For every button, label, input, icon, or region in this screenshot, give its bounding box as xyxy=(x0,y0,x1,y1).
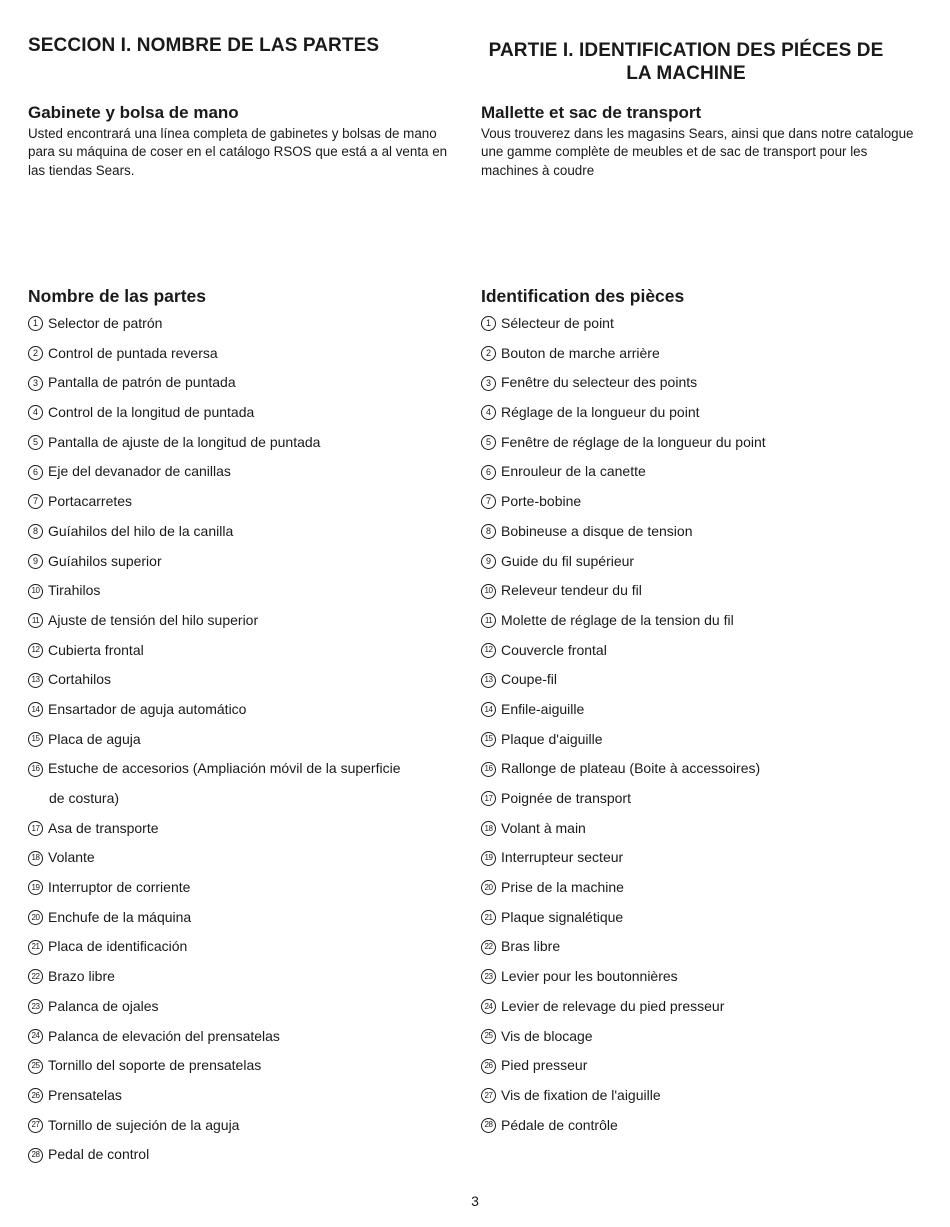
list-item xyxy=(481,1081,766,1111)
item-number-badge: 9 xyxy=(481,554,496,569)
item-number-badge: 24 xyxy=(481,999,496,1014)
item-label: Interruptor de corriente xyxy=(48,879,191,896)
list-item xyxy=(28,903,401,933)
list-item xyxy=(481,1111,766,1141)
item-number-badge: 11 xyxy=(481,613,496,628)
list-item xyxy=(28,843,401,873)
cabinet-subtitle: Gabinete y bolsa de mano xyxy=(28,103,239,122)
item-label: Porte-bobine xyxy=(501,493,582,510)
item-number-badge: 5 xyxy=(481,435,496,450)
item-label: Couvercle frontal xyxy=(501,641,607,658)
item-label: Palanca de ojales xyxy=(48,997,159,1014)
list-item xyxy=(28,339,401,369)
item-number-badge: 26 xyxy=(481,1059,496,1074)
item-label: Interrupteur secteur xyxy=(501,849,624,866)
list-item xyxy=(481,784,766,814)
list-item xyxy=(28,754,401,784)
list-item xyxy=(28,814,401,844)
item-label: Guide du fil supérieur xyxy=(501,552,635,569)
list-item xyxy=(28,784,401,814)
list-item xyxy=(481,814,766,844)
item-number-badge: 6 xyxy=(28,465,43,480)
item-number-badge: 26 xyxy=(28,1088,43,1103)
item-number-badge: 18 xyxy=(481,821,496,836)
item-label: Brazo libre xyxy=(48,968,115,985)
item-number-badge: 23 xyxy=(481,969,496,984)
item-number-badge: 27 xyxy=(481,1088,496,1103)
item-number-badge: 7 xyxy=(28,494,43,509)
list-item xyxy=(481,517,766,547)
item-number-badge: 5 xyxy=(28,435,43,450)
item-label: Releveur tendeur du fil xyxy=(501,582,642,599)
item-number-badge: 17 xyxy=(481,791,496,806)
item-number-badge: 19 xyxy=(28,880,43,895)
list-item xyxy=(481,547,766,577)
list-item xyxy=(481,368,766,398)
item-label: Pedal de control xyxy=(48,1146,150,1163)
list-item xyxy=(28,368,401,398)
item-label: Placa de identificación xyxy=(48,938,188,955)
list-item xyxy=(481,398,766,428)
cabinet-paragraph: Vous trouverez dans les magasins Sears, ainsi que dans notre catalogue une gamme complète de meubles et de sac de transport pour les machines à coudre xyxy=(481,126,914,178)
item-number-badge: 22 xyxy=(481,940,496,955)
item-label: Guíahilos del hilo de la canilla xyxy=(48,522,234,539)
item-number-badge: 3 xyxy=(481,376,496,391)
item-label: Bobineuse a disque de tension xyxy=(501,522,693,539)
list-item xyxy=(28,1022,401,1052)
list-item xyxy=(481,873,766,903)
item-number-badge: 16 xyxy=(481,762,496,777)
item-label: Poignée de transport xyxy=(501,790,631,806)
item-number-badge: 6 xyxy=(481,465,496,480)
item-number-badge: 15 xyxy=(28,732,43,747)
list-item xyxy=(481,457,766,487)
item-label: Estuche de accesorios (Ampliación móvil de la superficie xyxy=(48,760,401,777)
list-item xyxy=(481,339,766,369)
item-label: Volante xyxy=(48,849,95,866)
item-number-badge: 25 xyxy=(481,1029,496,1044)
list-item xyxy=(28,695,401,725)
item-number-badge: 18 xyxy=(28,851,43,866)
item-label: Vis de blocage xyxy=(501,1027,593,1044)
item-label: Guíahilos superior xyxy=(48,552,162,569)
item-label: Prise de la machine xyxy=(501,879,624,896)
list-item xyxy=(28,873,401,903)
list-item xyxy=(28,1081,401,1111)
item-label: Enfile-aiguille xyxy=(501,700,585,717)
item-label: Cortahilos xyxy=(48,671,112,688)
item-label: Control de puntada reversa xyxy=(48,344,218,361)
item-label: Sélecteur de point xyxy=(501,315,614,331)
item-number-badge: 1 xyxy=(28,316,43,331)
item-label: Pied presseur xyxy=(501,1057,588,1074)
page-number: 3 xyxy=(471,1193,479,1209)
list-item xyxy=(481,962,766,992)
item-number-badge: 8 xyxy=(28,524,43,539)
list-item xyxy=(28,1051,401,1081)
item-number-badge: 9 xyxy=(28,554,43,569)
item-label: Selector de patrón xyxy=(48,315,163,331)
section-title-line2: LA MACHINE xyxy=(626,63,746,84)
cabinet-subtitle: Mallette et sac de transport xyxy=(481,103,702,122)
item-label: Eje del devanador de canillas xyxy=(48,463,231,480)
item-number-badge: 16 xyxy=(28,762,43,777)
list-item xyxy=(28,636,401,666)
item-label: Asa de transporte xyxy=(48,819,159,836)
item-number-badge: 28 xyxy=(481,1118,496,1133)
list-item xyxy=(481,309,766,339)
list-item xyxy=(481,636,766,666)
item-number-badge: 21 xyxy=(28,940,43,955)
item-number-badge: 24 xyxy=(28,1029,43,1044)
list-item xyxy=(28,428,401,458)
item-number-badge: 7 xyxy=(481,494,496,509)
list-item xyxy=(481,695,766,725)
item-label: Placa de aguja xyxy=(48,730,141,747)
item-number-badge: 25 xyxy=(28,1059,43,1074)
item-number-badge: 8 xyxy=(481,524,496,539)
item-label: Coupe-fil xyxy=(501,671,558,688)
list-item xyxy=(481,992,766,1022)
item-label: Vis de fixation de l'aiguille xyxy=(501,1086,661,1103)
list-item xyxy=(28,962,401,992)
item-number-badge: 2 xyxy=(481,346,496,361)
list-item xyxy=(28,1111,401,1141)
item-label: Réglage de la longueur du point xyxy=(501,404,700,421)
section-title-line1: PARTIE I. IDENTIFICATION DES PIÉCES DE xyxy=(488,40,884,61)
list-item xyxy=(481,903,766,933)
item-number-badge: 10 xyxy=(481,584,496,599)
list-item xyxy=(481,725,766,755)
item-number-badge: 2 xyxy=(28,346,43,361)
item-number-badge: 10 xyxy=(28,584,43,599)
item-number-badge: 14 xyxy=(481,702,496,717)
item-label: Volant à main xyxy=(501,819,586,836)
parts-title: Nombre de las partes xyxy=(28,286,206,306)
item-label: Rallonge de plateau (Boite à accessoires) xyxy=(501,760,761,777)
list-item xyxy=(481,1051,766,1081)
item-number-badge: 22 xyxy=(28,969,43,984)
item-number-badge: 20 xyxy=(481,880,496,895)
item-label: Fenêtre du selecteur des points xyxy=(501,374,698,391)
list-item xyxy=(28,606,401,636)
item-number-badge: 13 xyxy=(28,673,43,688)
item-label: Fenêtre de réglage de la longueur du point xyxy=(501,433,766,450)
cabinet-paragraph: Usted encontrará una línea completa de gabinetes y bolsas de mano para su máquina de coser en el catálogo RSOS que está a al venta en las tiendas Sears. xyxy=(28,126,448,178)
item-number-badge: 17 xyxy=(28,821,43,836)
list-item xyxy=(481,428,766,458)
list-item xyxy=(481,1022,766,1052)
parts-list xyxy=(28,309,401,1170)
item-number-badge: 15 xyxy=(481,732,496,747)
item-label: Plaque signalétique xyxy=(501,908,624,925)
item-number-badge: 4 xyxy=(481,405,496,420)
item-label: Ensartador de aguja automático xyxy=(48,700,247,717)
item-number-badge: 3 xyxy=(28,376,43,391)
item-number-badge: 23 xyxy=(28,999,43,1014)
item-label: Pantalla de patrón de puntada xyxy=(48,374,236,391)
item-label: Levier de relevage du pied presseur xyxy=(501,997,725,1014)
item-label: Molette de réglage de la tension du fil xyxy=(501,611,734,628)
item-number-badge: 20 xyxy=(28,910,43,925)
list-item xyxy=(28,576,401,606)
list-item xyxy=(28,547,401,577)
parts-list xyxy=(481,309,766,1140)
item-label: de costura) xyxy=(49,790,120,806)
section-title xyxy=(481,39,891,85)
item-number-badge: 19 xyxy=(481,851,496,866)
item-label: Tirahilos xyxy=(48,582,101,599)
list-item xyxy=(28,487,401,517)
item-number-badge: 13 xyxy=(481,673,496,688)
item-number-badge: 12 xyxy=(28,643,43,658)
item-number-badge: 21 xyxy=(481,910,496,925)
item-label: Tornillo del soporte de prensatelas xyxy=(48,1057,262,1074)
item-number-badge: 11 xyxy=(28,613,43,628)
item-label: Bouton de marche arrière xyxy=(501,344,660,361)
item-label: Control de la longitud de puntada xyxy=(48,404,255,421)
list-item xyxy=(28,932,401,962)
item-number-badge: 12 xyxy=(481,643,496,658)
list-item xyxy=(481,606,766,636)
list-item xyxy=(28,665,401,695)
item-label: Enrouleur de la canette xyxy=(501,463,646,480)
list-item xyxy=(28,1140,401,1170)
item-number-badge: 14 xyxy=(28,702,43,717)
list-item xyxy=(481,754,766,784)
item-label: Prensatelas xyxy=(48,1086,122,1103)
item-number-badge: 27 xyxy=(28,1118,43,1133)
list-item xyxy=(28,992,401,1022)
list-item xyxy=(28,309,401,339)
list-item xyxy=(481,843,766,873)
list-item xyxy=(28,398,401,428)
parts-title: Identification des pièces xyxy=(481,286,685,306)
item-label: Plaque d'aiguille xyxy=(501,730,603,747)
item-number-badge: 1 xyxy=(481,316,496,331)
item-label: Pédale de contrôle xyxy=(501,1116,618,1133)
item-label: Bras libre xyxy=(501,938,561,955)
item-label: Cubierta frontal xyxy=(48,641,144,658)
item-number-badge: 4 xyxy=(28,405,43,420)
list-item xyxy=(481,487,766,517)
list-item xyxy=(28,457,401,487)
list-item xyxy=(28,517,401,547)
item-label: Pantalla de ajuste de la longitud de puntada xyxy=(48,433,321,450)
list-item xyxy=(28,725,401,755)
list-item xyxy=(481,665,766,695)
item-number-badge: 28 xyxy=(28,1148,43,1163)
section-title: SECCION I. NOMBRE DE LAS PARTES xyxy=(28,35,380,56)
list-item xyxy=(481,576,766,606)
item-label: Levier pour les boutonnières xyxy=(501,968,678,985)
item-label: Tornillo de sujeción de la aguja xyxy=(48,1116,240,1133)
item-label: Ajuste de tensión del hilo superior xyxy=(48,611,259,628)
list-item xyxy=(481,932,766,962)
item-label: Enchufe de la máquina xyxy=(48,908,192,925)
item-label: Portacarretes xyxy=(48,493,133,510)
item-label: Palanca de elevación del prensatelas xyxy=(48,1027,280,1044)
